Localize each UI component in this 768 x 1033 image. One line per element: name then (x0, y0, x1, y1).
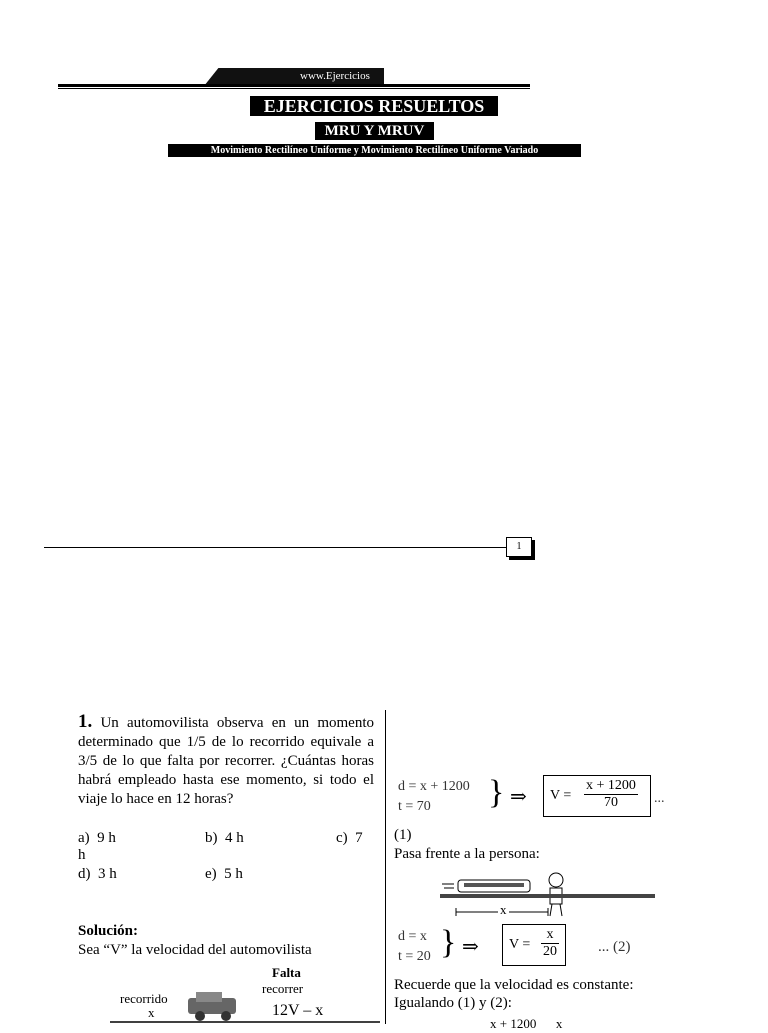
eq1-label: (1) (394, 827, 412, 843)
ground (440, 894, 655, 898)
solution-line: Sea “V” la velocidad del automovilista (78, 942, 312, 958)
option-e: e) 5 h (205, 866, 243, 882)
option-b: b) 4 h (205, 830, 244, 846)
page-title: EJERCICIOS RESUELTOS (250, 96, 498, 116)
option-c: c) 7 (336, 830, 363, 846)
brace-1: } (488, 774, 505, 811)
eq2-box: V = $\frac{x}{20}$ (502, 924, 566, 966)
option-d: d) 3 h (78, 866, 117, 882)
column-divider (385, 710, 386, 1024)
header-url: www.Ejercicios (300, 70, 370, 82)
partial-equation: x + 1200 x (490, 1016, 563, 1031)
fig-expression: 12V – x (272, 1002, 324, 1019)
car-icon (188, 992, 236, 1021)
eq2-label: ... (2) (598, 939, 631, 955)
eq1-dots: ... (654, 791, 665, 806)
eq2-t: t = 20 (398, 949, 431, 964)
option-c-unit: h (78, 847, 86, 863)
footer-rule (44, 547, 506, 548)
implies-arrow-1: ⇒ (510, 786, 527, 808)
header-rule (58, 84, 530, 87)
pasa-text: Pasa frente a la persona: (394, 846, 540, 862)
header-rule-thin (58, 88, 530, 89)
eq1-d: d = x + 1200 (398, 779, 470, 794)
page-number: 1 (506, 537, 532, 557)
fig-x: x (148, 1005, 155, 1020)
brace-2: } (440, 924, 457, 961)
problem-number: 1. (78, 711, 93, 732)
eq1-t: t = 70 (398, 799, 431, 814)
eq1-box: V = $\frac{x + 1200}{70}$ (543, 775, 651, 817)
igualando-text: Igualando (1) y (2): (394, 995, 512, 1011)
solution-heading: Solución: (78, 923, 139, 939)
car-figure (110, 990, 380, 1024)
problem-statement (78, 712, 374, 809)
train-figure (440, 872, 660, 922)
fig-x-right: x (500, 902, 507, 917)
fig-falta: Falta (272, 965, 301, 980)
fig-recorrido: recorrido (120, 991, 168, 1006)
recuerde-text: Recuerde que la velocidad es constante: (394, 977, 634, 993)
eq2-d: d = x (398, 929, 427, 944)
train-icon (442, 880, 530, 892)
implies-arrow-2: ⇒ (462, 936, 479, 958)
option-a: a) 9 h (78, 830, 116, 846)
page-subtitle: MRU Y MRUV (315, 122, 434, 140)
problem-text: Un automovilista observa en un momento determinado que 1/5 de lo recorrido equivale a 3/5 de lo que falta por recorrer. ¿Cuántas horas habrá empleado hasta ese momento, si todo el viaje lo hace en 12 horas? (78, 715, 374, 807)
fig-recorrer: recorrer (262, 981, 304, 996)
page-description: Movimiento Rectilíneo Uniforme y Movimiento Rectilíneo Uniforme Variado (168, 144, 581, 157)
